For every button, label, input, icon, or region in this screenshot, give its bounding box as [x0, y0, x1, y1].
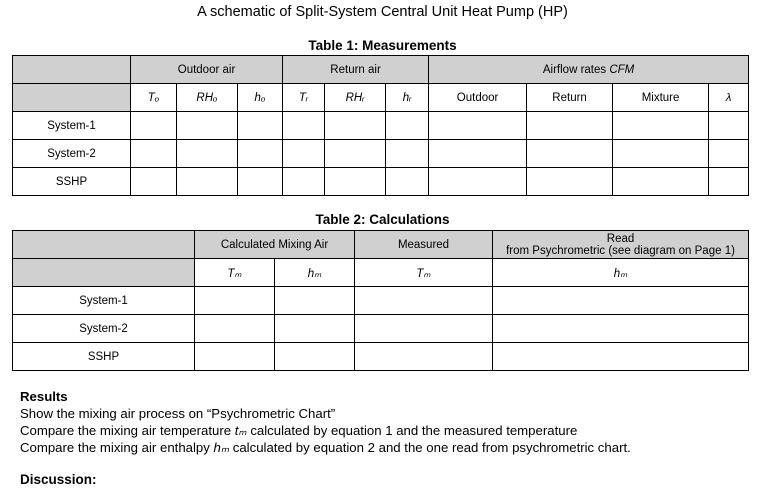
data-cell — [131, 140, 177, 168]
table-row — [13, 315, 749, 343]
data-cell — [177, 112, 238, 140]
data-cell — [275, 287, 355, 315]
return-air-header: Return air — [283, 56, 429, 84]
data-cell — [131, 112, 177, 140]
col-RHo: RHₒ — [177, 84, 238, 112]
data-cell — [709, 112, 749, 140]
col-Tr: Tᵣ — [283, 84, 325, 112]
table2-corner-cell — [13, 231, 195, 259]
data-cell — [195, 343, 275, 371]
row-label: System-2 — [13, 315, 195, 343]
airflow-label: Airflow rates — [542, 63, 610, 76]
row-label: System-1 — [13, 287, 195, 315]
airflow-rates-header — [429, 56, 749, 84]
data-cell — [325, 168, 386, 196]
data-cell — [131, 168, 177, 196]
data-cell — [709, 168, 749, 196]
data-cell — [493, 343, 749, 371]
col-airflow-outdoor: Outdoor — [429, 84, 527, 112]
col-calc-hm: hₘ — [275, 259, 355, 287]
data-cell — [429, 168, 527, 196]
results-heading: Results — [20, 389, 68, 404]
results-line-1: Show the mixing air process on “Psychrometric Chart” — [20, 406, 336, 421]
row-label: SSHP — [13, 168, 131, 196]
row-label: System-1 — [13, 112, 131, 140]
table-row — [13, 140, 749, 168]
data-cell — [355, 287, 493, 315]
col-To: Tₒ — [131, 84, 177, 112]
col-ho: hₒ — [238, 84, 283, 112]
data-cell — [613, 140, 709, 168]
data-cell — [429, 140, 527, 168]
col-RHr: RHᵣ — [325, 84, 386, 112]
data-cell — [527, 112, 613, 140]
table1-corner-cell — [13, 56, 131, 84]
table2-caption: Table 2: Calculations — [315, 212, 450, 227]
read-line-2: from Psychrometric (see diagram on Page 1) — [506, 244, 735, 257]
data-cell — [613, 168, 709, 196]
outdoor-air-header: Outdoor air — [131, 56, 283, 84]
data-cell — [386, 140, 429, 168]
table-row — [13, 343, 749, 371]
measurements-table — [12, 55, 749, 196]
table-row — [13, 287, 749, 315]
results-line-3-end: calculated by equation 2 and the one read from psychrometric chart. — [229, 440, 631, 455]
data-cell — [386, 168, 429, 196]
col-airflow-mixture: Mixture — [613, 84, 709, 112]
table1-caption: Table 1: Measurements — [308, 38, 457, 53]
col-hr: hᵣ — [386, 84, 429, 112]
data-cell — [493, 315, 749, 343]
row-label: System-2 — [13, 140, 131, 168]
data-cell — [275, 343, 355, 371]
results-line-2 — [20, 422, 760, 439]
results-line-2-end: calculated by equation 1 and the measured temperature — [246, 423, 578, 438]
col-lambda: λ — [709, 84, 749, 112]
read-line-1: Read — [606, 232, 635, 245]
data-cell — [195, 287, 275, 315]
data-cell — [355, 343, 493, 371]
results-section — [20, 388, 760, 456]
data-cell — [238, 112, 283, 140]
page-title: A schematic of Split-System Central Unit Heat Pump (HP) — [197, 4, 568, 20]
table-row — [13, 168, 749, 196]
data-cell — [527, 140, 613, 168]
data-cell — [238, 140, 283, 168]
data-cell — [177, 140, 238, 168]
data-cell — [355, 315, 493, 343]
table-row — [13, 112, 749, 140]
data-cell — [283, 168, 325, 196]
table1-subheader-blank — [13, 84, 131, 112]
data-cell — [238, 168, 283, 196]
calculations-table — [12, 230, 749, 371]
calculated-mixing-air-header: Calculated Mixing Air — [195, 231, 355, 259]
col-measured-Tm: Tₘ — [355, 259, 493, 287]
data-cell — [709, 140, 749, 168]
symbol-tm: tₘ — [234, 423, 247, 438]
data-cell — [493, 287, 749, 315]
psychrometric-read-header — [493, 231, 749, 259]
discussion-heading: Discussion: — [20, 472, 97, 487]
data-cell — [177, 168, 238, 196]
data-cell — [275, 315, 355, 343]
table2-subheader-blank — [13, 259, 195, 287]
results-line-2-start: Compare the mixing air temperature — [20, 423, 235, 438]
col-calc-Tm: Tₘ — [195, 259, 275, 287]
row-label: SSHP — [13, 343, 195, 371]
data-cell — [283, 112, 325, 140]
data-cell — [325, 112, 386, 140]
data-cell — [429, 112, 527, 140]
data-cell — [283, 140, 325, 168]
data-cell — [386, 112, 429, 140]
measured-header: Measured — [355, 231, 493, 259]
airflow-unit: CFM — [609, 63, 635, 76]
data-cell — [527, 168, 613, 196]
col-read-hm: hₘ — [493, 259, 749, 287]
data-cell — [613, 112, 709, 140]
results-line-3-start: Compare the mixing air enthalpy — [20, 440, 214, 455]
data-cell — [325, 140, 386, 168]
col-airflow-return: Return — [527, 84, 613, 112]
data-cell — [195, 315, 275, 343]
results-line-3 — [20, 439, 760, 456]
symbol-hm: hₘ — [213, 440, 230, 455]
